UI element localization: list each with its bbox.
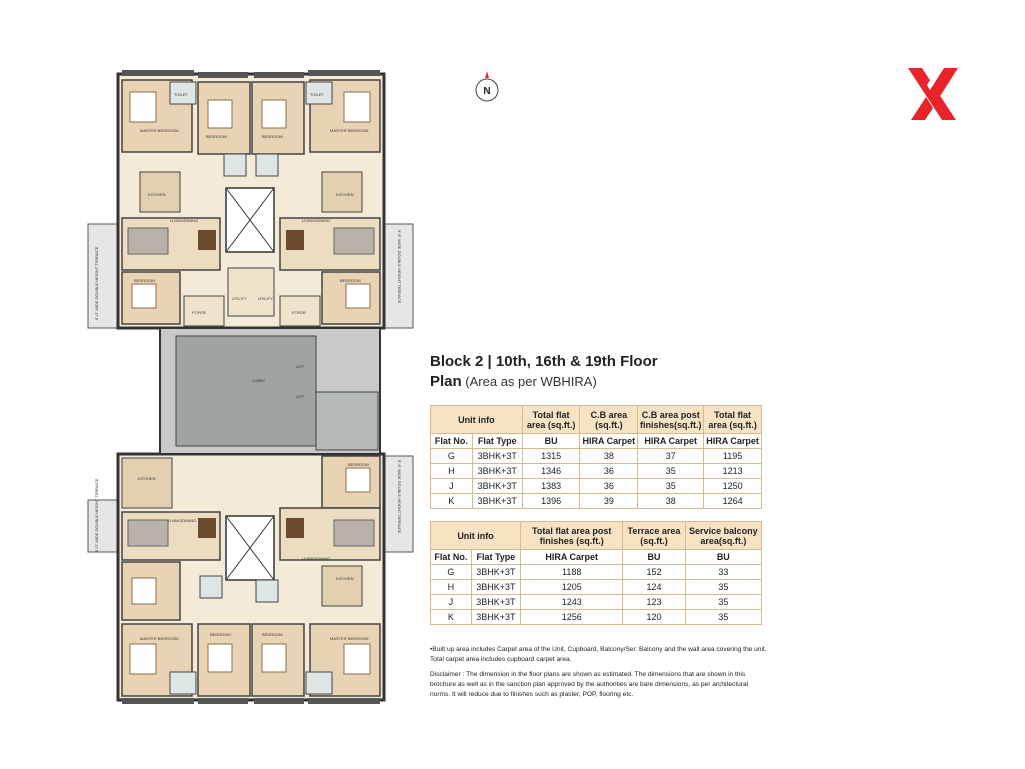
table-subheader: BU bbox=[623, 550, 685, 565]
cell: 3BHK+3T bbox=[471, 610, 520, 625]
footnote: •Built up area includes Carpet area of the Unit, Cupboard, Balcony/Ser. Balcony and the wall area covering the unit. Total carpet area includes cupboard carpet area. bbox=[430, 646, 767, 663]
table-row bbox=[431, 580, 762, 595]
table-subheader: BU bbox=[522, 434, 580, 449]
plan-label: KITCHEN bbox=[148, 192, 166, 197]
cell: 1264 bbox=[704, 494, 762, 509]
cell: G bbox=[431, 449, 473, 464]
plan-label: TOILET bbox=[310, 92, 324, 97]
cell: 1250 bbox=[704, 479, 762, 494]
table-header: Total flat area (sq.ft.) bbox=[704, 406, 762, 434]
table-row bbox=[431, 449, 762, 464]
cell: 36 bbox=[580, 464, 638, 479]
cell: 120 bbox=[623, 610, 685, 625]
cell: 38 bbox=[580, 449, 638, 464]
plan-label: BEDROOM bbox=[134, 278, 155, 283]
cell: 3BHK+3T bbox=[472, 464, 522, 479]
cell: 1188 bbox=[521, 565, 623, 580]
cell: 152 bbox=[623, 565, 685, 580]
plan-label: LIFT bbox=[296, 394, 305, 399]
plan-label: MASTER BEDROOM bbox=[140, 636, 179, 641]
table-subheader: HIRA Carpet bbox=[521, 550, 623, 565]
cell: H bbox=[431, 580, 472, 595]
table-header: Unit info bbox=[431, 406, 523, 434]
table-subheader: Flat Type bbox=[471, 550, 520, 565]
cell: 38 bbox=[638, 494, 704, 509]
plan-label: BEDROOM bbox=[348, 462, 369, 467]
cell: 39 bbox=[580, 494, 638, 509]
cell: 1256 bbox=[521, 610, 623, 625]
cell: 1346 bbox=[522, 464, 580, 479]
cell: 37 bbox=[638, 449, 704, 464]
table-subheader: Flat No. bbox=[431, 434, 473, 449]
table-subheader: HIRA Carpet bbox=[580, 434, 638, 449]
plan-label: BEDROOM bbox=[210, 632, 231, 637]
area-table-2 bbox=[430, 521, 762, 625]
table-row bbox=[431, 464, 762, 479]
plan-label: 6'-0" WIDE DOUBLE HEIGHT TERRACE bbox=[94, 478, 99, 552]
table-row bbox=[431, 494, 762, 509]
cell: J bbox=[431, 595, 472, 610]
cell: 1213 bbox=[704, 464, 762, 479]
cell: 3BHK+3T bbox=[471, 565, 520, 580]
cell: 3BHK+3T bbox=[472, 449, 522, 464]
plan-label: BEDROOM bbox=[262, 632, 283, 637]
table-subheader: BU bbox=[685, 550, 761, 565]
cell: 1243 bbox=[521, 595, 623, 610]
cell: 1396 bbox=[522, 494, 580, 509]
cell: 3BHK+3T bbox=[471, 595, 520, 610]
table-subheader: HIRA Carpet bbox=[638, 434, 704, 449]
title-subtitle: (Area as per WBHIRA) bbox=[461, 374, 597, 389]
plan-label: MASTER BEDROOM bbox=[330, 636, 369, 641]
plan-label: UTILITY bbox=[258, 296, 273, 301]
cell: G bbox=[431, 565, 472, 580]
cell: 124 bbox=[623, 580, 685, 595]
table-header: Total flat area post finishes (sq.ft.) bbox=[521, 522, 623, 550]
plan-label: 5'-6" WIDE DOUBLE HEIGHT TERRACE bbox=[397, 460, 402, 534]
plan-label: LIVING/DINING bbox=[168, 518, 197, 523]
table-subheader: HIRA Carpet bbox=[704, 434, 762, 449]
table-header: Service balcony area(sq.ft.) bbox=[685, 522, 761, 550]
table-header: Total flat area (sq.ft.) bbox=[522, 406, 580, 434]
cell: 1383 bbox=[522, 479, 580, 494]
plan-label: KITCHEN bbox=[336, 576, 354, 581]
table-subheader: Flat No. bbox=[431, 550, 472, 565]
table-header: C.B area (sq.ft.) bbox=[580, 406, 638, 434]
cell: K bbox=[431, 610, 472, 625]
table-header: Unit info bbox=[431, 522, 521, 550]
cell: 35 bbox=[685, 595, 761, 610]
area-table-1 bbox=[430, 405, 762, 509]
cell: 123 bbox=[623, 595, 685, 610]
plan-label: UTILITY bbox=[232, 296, 247, 301]
plan-label: MASTER BEDROOM bbox=[330, 128, 369, 133]
table-subheader: Flat Type bbox=[472, 434, 522, 449]
cell: 36 bbox=[580, 479, 638, 494]
table-row bbox=[431, 595, 762, 610]
plan-label: 5'-6" WIDE DOUBLE HEIGHT TERRACE bbox=[397, 230, 402, 304]
cell: H bbox=[431, 464, 473, 479]
cell: 3BHK+3T bbox=[472, 479, 522, 494]
cell: 3BHK+3T bbox=[471, 580, 520, 595]
plan-label: BEDROOM bbox=[340, 278, 361, 283]
plan-label: LOBBY bbox=[252, 378, 266, 383]
cell: 35 bbox=[685, 580, 761, 595]
plan-label: FOYER bbox=[292, 310, 306, 315]
plan-label: LIFT bbox=[296, 364, 305, 369]
brand-logo bbox=[904, 66, 962, 122]
plan-label: BEDROOM bbox=[206, 134, 227, 139]
plan-label: KITCHEN bbox=[138, 476, 156, 481]
cell: K bbox=[431, 494, 473, 509]
page-title bbox=[430, 352, 770, 392]
cell: 1205 bbox=[521, 580, 623, 595]
table-row bbox=[431, 610, 762, 625]
table-row bbox=[431, 479, 762, 494]
table-header: C.B area post finishes(sq.ft.) bbox=[638, 406, 704, 434]
title-line-1: Block 2 | 10th, 16th & 19th Floor bbox=[430, 353, 658, 370]
cell: 35 bbox=[638, 479, 704, 494]
cell: 3BHK+3T bbox=[472, 494, 522, 509]
plan-label: MASTER BEDROOM bbox=[140, 128, 179, 133]
plan-label: BEDROOM bbox=[262, 134, 283, 139]
plan-label: KITCHEN bbox=[336, 192, 354, 197]
title-line-2 bbox=[430, 372, 770, 392]
cell: J bbox=[431, 479, 473, 494]
plan-label: LIVING/DINING bbox=[302, 556, 331, 561]
cell: 33 bbox=[685, 565, 761, 580]
north-compass-icon bbox=[474, 70, 500, 104]
table-header: Terrace area (sq.ft.) bbox=[623, 522, 685, 550]
plan-label: 6'-0" WIDE DOUBLE HEIGHT TERRACE bbox=[94, 246, 99, 320]
plan-label: LIVING/DINING bbox=[170, 218, 199, 223]
disclaimer: Disclaimer : The dimension in the floor plans are shown as estimated. The dimensions that are shown in this brochure as well as in the sanction plan approved by the authorities are bare dimensions, as per architectural norms. It will reduce due to finishes such as plaster, POP, flooring etc. bbox=[430, 671, 749, 698]
compass-letter: N bbox=[483, 86, 491, 97]
table-row bbox=[431, 565, 762, 580]
plan-label: LIVING/DINING bbox=[302, 218, 331, 223]
cell: 35 bbox=[638, 464, 704, 479]
title-plan-word: Plan bbox=[430, 373, 462, 390]
cell: 1195 bbox=[704, 449, 762, 464]
cell: 35 bbox=[685, 610, 761, 625]
plan-label: TOILET bbox=[174, 92, 188, 97]
plan-label: FOYER bbox=[192, 310, 206, 315]
floor-plan-image bbox=[0, 0, 420, 769]
cell: 1315 bbox=[522, 449, 580, 464]
